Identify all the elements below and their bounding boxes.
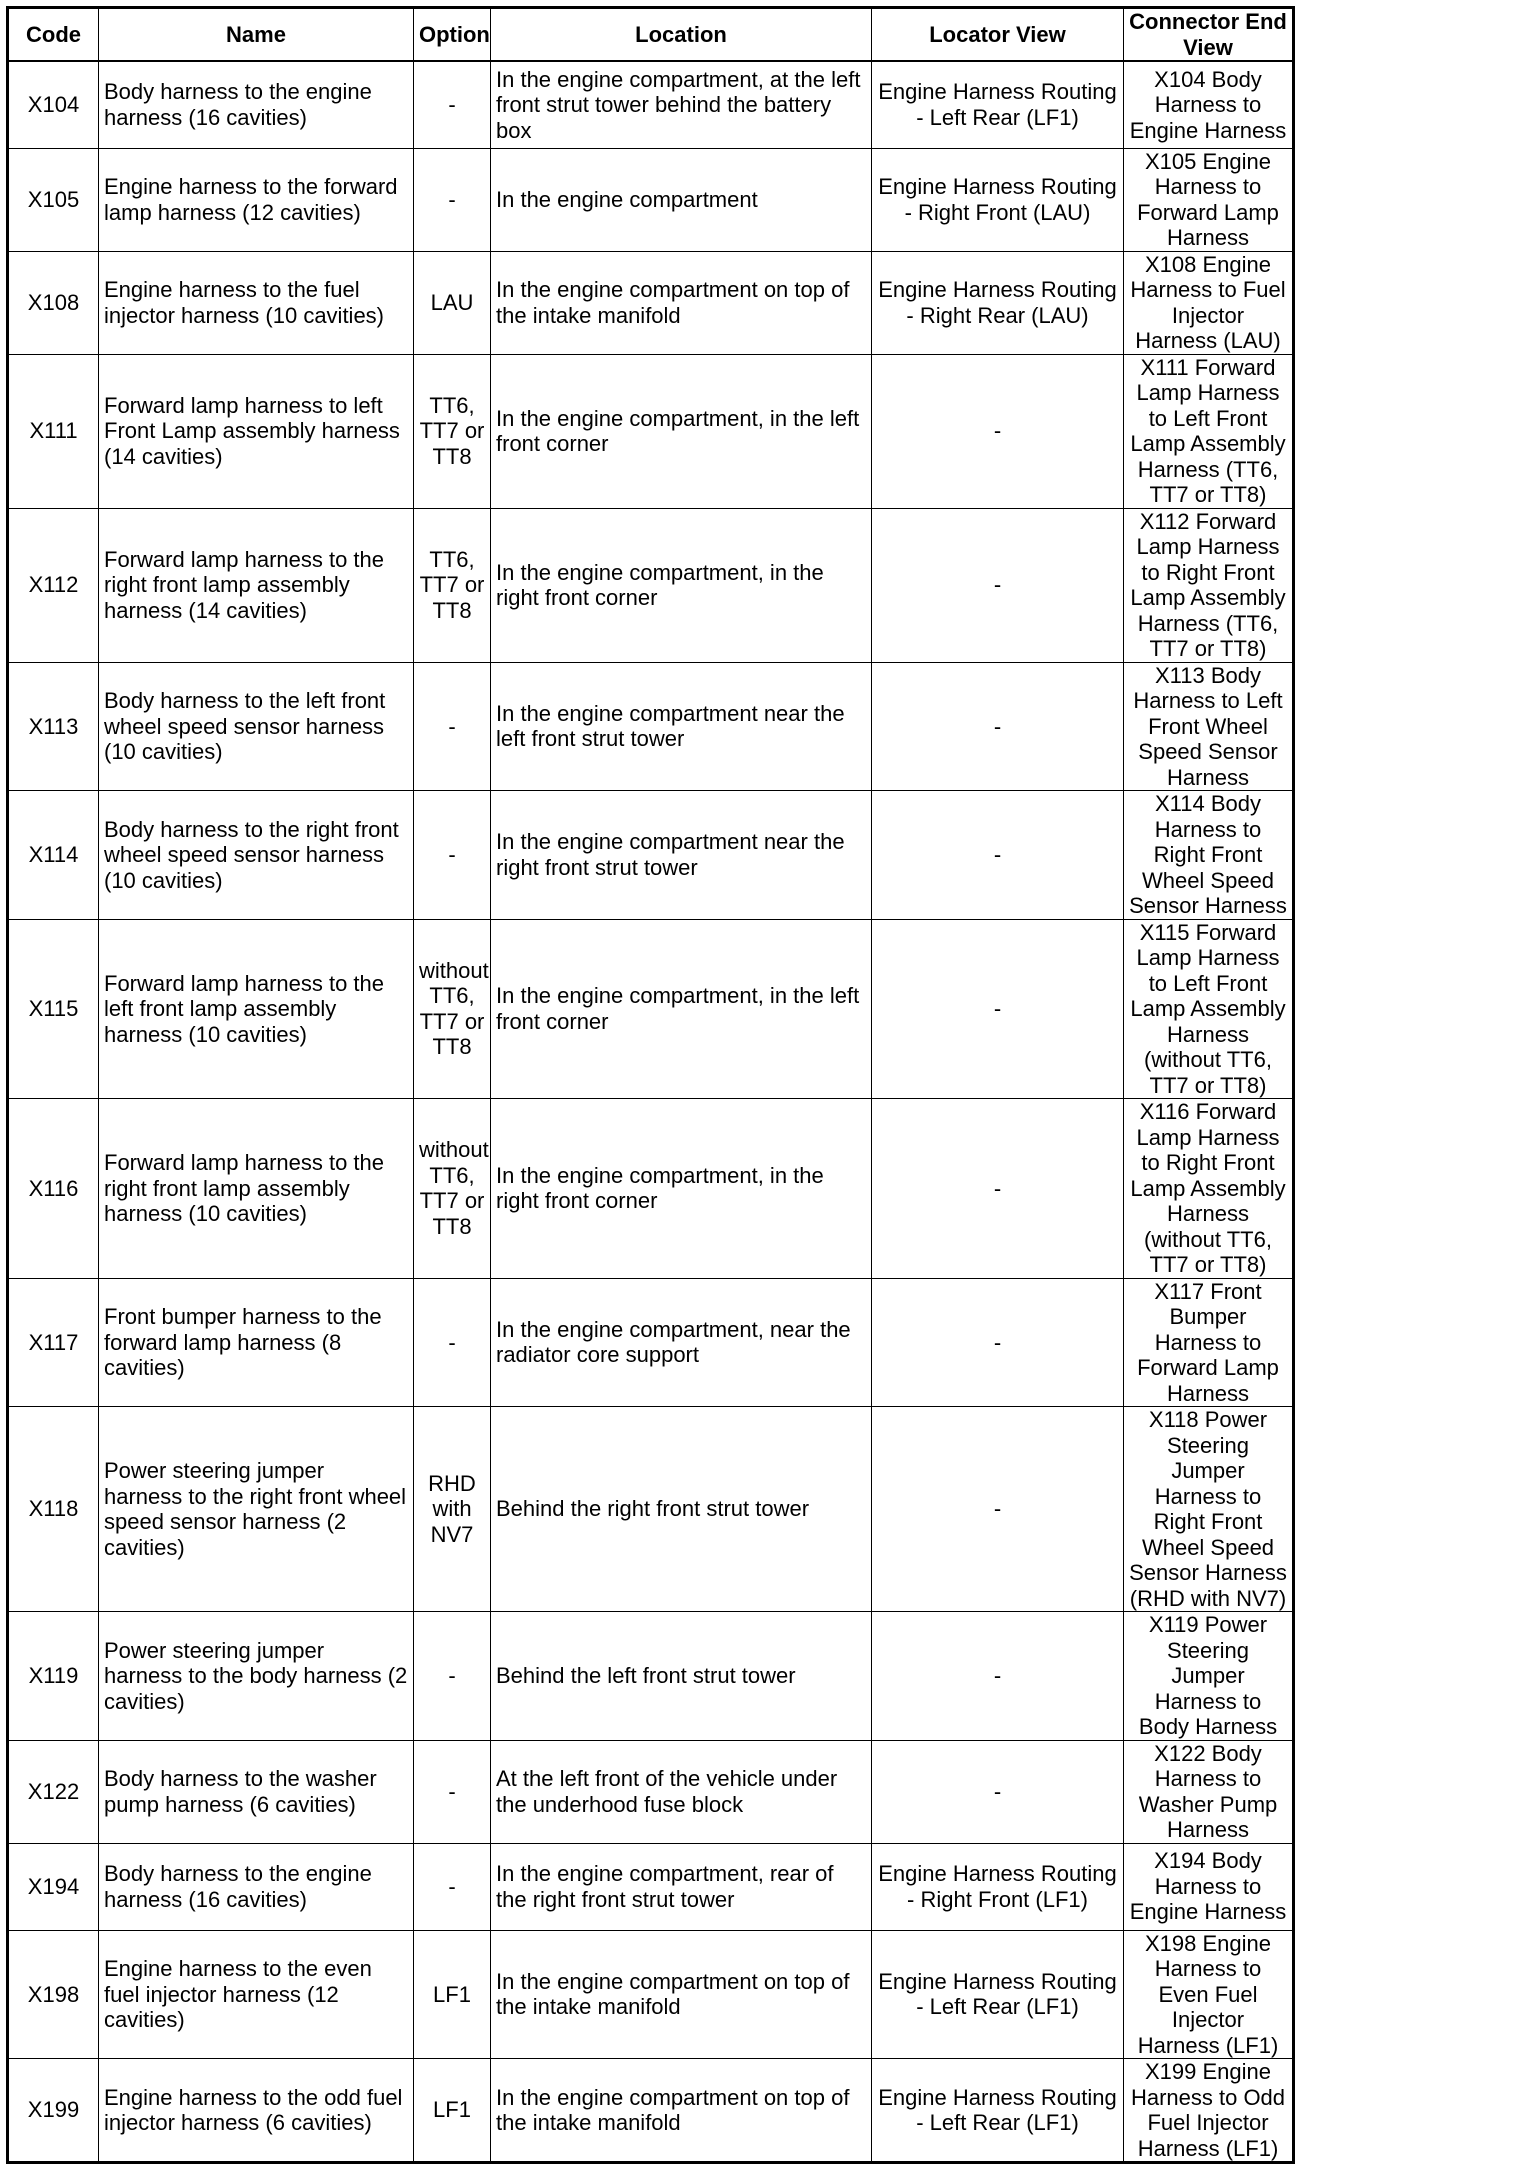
cell-option: LF1 bbox=[414, 2059, 491, 2163]
cell-name: Power steering jumper harness to the body harness (2 cavities) bbox=[99, 1612, 414, 1741]
header-locator-view: Locator View bbox=[872, 8, 1124, 62]
cell-code: X194 bbox=[8, 1843, 99, 1930]
cell-code: X119 bbox=[8, 1612, 99, 1741]
table-row bbox=[8, 1099, 1294, 1279]
cell-option: - bbox=[414, 1843, 491, 1930]
table-row bbox=[8, 508, 1294, 662]
cell-locator-view: Engine Harness Routing - Left Rear (LF1) bbox=[872, 61, 1124, 148]
table-row bbox=[8, 61, 1294, 148]
cell-name: Forward lamp harness to the right front lamp assembly harness (14 cavities) bbox=[99, 508, 414, 662]
cell-locator-view: - bbox=[872, 508, 1124, 662]
cell-connector-end-view: X104 Body Harness to Engine Harness bbox=[1124, 61, 1294, 148]
cell-name: Body harness to the engine harness (16 cavities) bbox=[99, 1843, 414, 1930]
cell-code: X108 bbox=[8, 251, 99, 354]
cell-connector-end-view: X116 Forward Lamp Harness to Right Front Lamp Assembly Harness (without TT6, TT7 or TT8) bbox=[1124, 1099, 1294, 1279]
cell-name: Body harness to the engine harness (16 cavities) bbox=[99, 61, 414, 148]
cell-name: Body harness to the right front wheel speed sensor harness (10 cavities) bbox=[99, 791, 414, 920]
cell-connector-end-view: X118 Power Steering Jumper Harness to Right Front Wheel Speed Sensor Harness (RHD with NV7) bbox=[1124, 1407, 1294, 1612]
cell-locator-view: Engine Harness Routing - Right Front (LAU) bbox=[872, 148, 1124, 251]
cell-location: Behind the right front strut tower bbox=[491, 1407, 872, 1612]
cell-option: without TT6, TT7 or TT8 bbox=[414, 1099, 491, 1279]
cell-name: Forward lamp harness to left Front Lamp assembly harness (14 cavities) bbox=[99, 354, 414, 508]
cell-option: RHD with NV7 bbox=[414, 1407, 491, 1612]
cell-code: X114 bbox=[8, 791, 99, 920]
cell-location: In the engine compartment on top of the intake manifold bbox=[491, 2059, 872, 2163]
cell-location: In the engine compartment, in the right front corner bbox=[491, 508, 872, 662]
cell-connector-end-view: X108 Engine Harness to Fuel Injector Harness (LAU) bbox=[1124, 251, 1294, 354]
cell-code: X118 bbox=[8, 1407, 99, 1612]
cell-locator-view: Engine Harness Routing - Left Rear (LF1) bbox=[872, 2059, 1124, 2163]
cell-connector-end-view: X112 Forward Lamp Harness to Right Front Lamp Assembly Harness (TT6, TT7 or TT8) bbox=[1124, 508, 1294, 662]
cell-connector-end-view: X114 Body Harness to Right Front Wheel Speed Sensor Harness bbox=[1124, 791, 1294, 920]
cell-connector-end-view: X111 Forward Lamp Harness to Left Front Lamp Assembly Harness (TT6, TT7 or TT8) bbox=[1124, 354, 1294, 508]
table-row bbox=[8, 354, 1294, 508]
cell-location: In the engine compartment, in the left front corner bbox=[491, 919, 872, 1099]
cell-location: In the engine compartment bbox=[491, 148, 872, 251]
cell-name: Engine harness to the fuel injector harness (10 cavities) bbox=[99, 251, 414, 354]
cell-code: X104 bbox=[8, 61, 99, 148]
cell-name: Forward lamp harness to the right front lamp assembly harness (10 cavities) bbox=[99, 1099, 414, 1279]
table-header bbox=[8, 8, 1294, 62]
cell-code: X112 bbox=[8, 508, 99, 662]
cell-connector-end-view: X115 Forward Lamp Harness to Left Front Lamp Assembly Harness (without TT6, TT7 or TT8) bbox=[1124, 919, 1294, 1099]
cell-location: In the engine compartment on top of the intake manifold bbox=[491, 251, 872, 354]
cell-name: Engine harness to the odd fuel injector harness (6 cavities) bbox=[99, 2059, 414, 2163]
cell-locator-view: - bbox=[872, 791, 1124, 920]
cell-locator-view: - bbox=[872, 354, 1124, 508]
header-option: Option bbox=[414, 8, 491, 62]
cell-connector-end-view: X113 Body Harness to Left Front Wheel Speed Sensor Harness bbox=[1124, 662, 1294, 791]
table-row bbox=[8, 1843, 1294, 1930]
cell-code: X111 bbox=[8, 354, 99, 508]
table-row bbox=[8, 2059, 1294, 2163]
cell-locator-view: - bbox=[872, 1407, 1124, 1612]
cell-code: X113 bbox=[8, 662, 99, 791]
cell-code: X122 bbox=[8, 1740, 99, 1843]
cell-location: In the engine compartment near the left front strut tower bbox=[491, 662, 872, 791]
cell-locator-view: - bbox=[872, 1099, 1124, 1279]
connector-table-sheet bbox=[6, 6, 1292, 2161]
cell-code: X115 bbox=[8, 919, 99, 1099]
cell-locator-view: - bbox=[872, 1612, 1124, 1741]
cell-name: Forward lamp harness to the left front lamp assembly harness (10 cavities) bbox=[99, 919, 414, 1099]
cell-connector-end-view: X198 Engine Harness to Even Fuel Injector Harness (LF1) bbox=[1124, 1930, 1294, 2059]
cell-option: without TT6, TT7 or TT8 bbox=[414, 919, 491, 1099]
cell-name: Body harness to the left front wheel speed sensor harness (10 cavities) bbox=[99, 662, 414, 791]
cell-connector-end-view: X105 Engine Harness to Forward Lamp Harness bbox=[1124, 148, 1294, 251]
cell-name: Front bumper harness to the forward lamp harness (8 cavities) bbox=[99, 1278, 414, 1407]
cell-name: Engine harness to the even fuel injector harness (12 cavities) bbox=[99, 1930, 414, 2059]
cell-code: X105 bbox=[8, 148, 99, 251]
cell-locator-view: Engine Harness Routing - Right Rear (LAU) bbox=[872, 251, 1124, 354]
cell-option: - bbox=[414, 61, 491, 148]
cell-code: X116 bbox=[8, 1099, 99, 1279]
table-row bbox=[8, 662, 1294, 791]
cell-option: - bbox=[414, 662, 491, 791]
cell-option: TT6, TT7 or TT8 bbox=[414, 508, 491, 662]
header-connector-end-view: Connector End View bbox=[1124, 8, 1294, 62]
header-name: Name bbox=[99, 8, 414, 62]
cell-connector-end-view: X199 Engine Harness to Odd Fuel Injector Harness (LF1) bbox=[1124, 2059, 1294, 2163]
cell-location: In the engine compartment, near the radiator core support bbox=[491, 1278, 872, 1407]
cell-location: At the left front of the vehicle under the underhood fuse block bbox=[491, 1740, 872, 1843]
cell-location: In the engine compartment, at the left front strut tower behind the battery box bbox=[491, 61, 872, 148]
table-row bbox=[8, 791, 1294, 920]
cell-option: TT6, TT7 or TT8 bbox=[414, 354, 491, 508]
cell-name: Power steering jumper harness to the right front wheel speed sensor harness (2 cavities) bbox=[99, 1407, 414, 1612]
header-row bbox=[8, 8, 1294, 62]
cell-connector-end-view: X194 Body Harness to Engine Harness bbox=[1124, 1843, 1294, 1930]
cell-location: In the engine compartment, in the left front corner bbox=[491, 354, 872, 508]
cell-name: Body harness to the washer pump harness (6 cavities) bbox=[99, 1740, 414, 1843]
cell-option: - bbox=[414, 1278, 491, 1407]
cell-location: In the engine compartment, in the right front corner bbox=[491, 1099, 872, 1279]
cell-option: LF1 bbox=[414, 1930, 491, 2059]
cell-option: - bbox=[414, 1612, 491, 1741]
header-location: Location bbox=[491, 8, 872, 62]
cell-location: In the engine compartment on top of the intake manifold bbox=[491, 1930, 872, 2059]
cell-location: Behind the left front strut tower bbox=[491, 1612, 872, 1741]
connector-table bbox=[6, 6, 1295, 2164]
table-row bbox=[8, 1278, 1294, 1407]
cell-option: - bbox=[414, 791, 491, 920]
cell-locator-view: - bbox=[872, 1740, 1124, 1843]
table-row bbox=[8, 251, 1294, 354]
cell-locator-view: - bbox=[872, 1278, 1124, 1407]
cell-option: - bbox=[414, 1740, 491, 1843]
table-body bbox=[8, 61, 1294, 2163]
cell-code: X199 bbox=[8, 2059, 99, 2163]
cell-locator-view: - bbox=[872, 662, 1124, 791]
table-row bbox=[8, 1740, 1294, 1843]
cell-locator-view: Engine Harness Routing - Right Front (LF1) bbox=[872, 1843, 1124, 1930]
cell-connector-end-view: X119 Power Steering Jumper Harness to Body Harness bbox=[1124, 1612, 1294, 1741]
cell-locator-view: Engine Harness Routing - Left Rear (LF1) bbox=[872, 1930, 1124, 2059]
cell-option: LAU bbox=[414, 251, 491, 354]
cell-option: - bbox=[414, 148, 491, 251]
table-row bbox=[8, 1612, 1294, 1741]
cell-locator-view: - bbox=[872, 919, 1124, 1099]
cell-code: X198 bbox=[8, 1930, 99, 2059]
cell-connector-end-view: X122 Body Harness to Washer Pump Harness bbox=[1124, 1740, 1294, 1843]
cell-connector-end-view: X117 Front Bumper Harness to Forward Lamp Harness bbox=[1124, 1278, 1294, 1407]
table-row bbox=[8, 1930, 1294, 2059]
table-row bbox=[8, 1407, 1294, 1612]
table-row bbox=[8, 919, 1294, 1099]
cell-location: In the engine compartment, rear of the right front strut tower bbox=[491, 1843, 872, 1930]
cell-location: In the engine compartment near the right front strut tower bbox=[491, 791, 872, 920]
table-row bbox=[8, 148, 1294, 251]
header-code: Code bbox=[8, 8, 99, 62]
cell-name: Engine harness to the forward lamp harness (12 cavities) bbox=[99, 148, 414, 251]
cell-code: X117 bbox=[8, 1278, 99, 1407]
